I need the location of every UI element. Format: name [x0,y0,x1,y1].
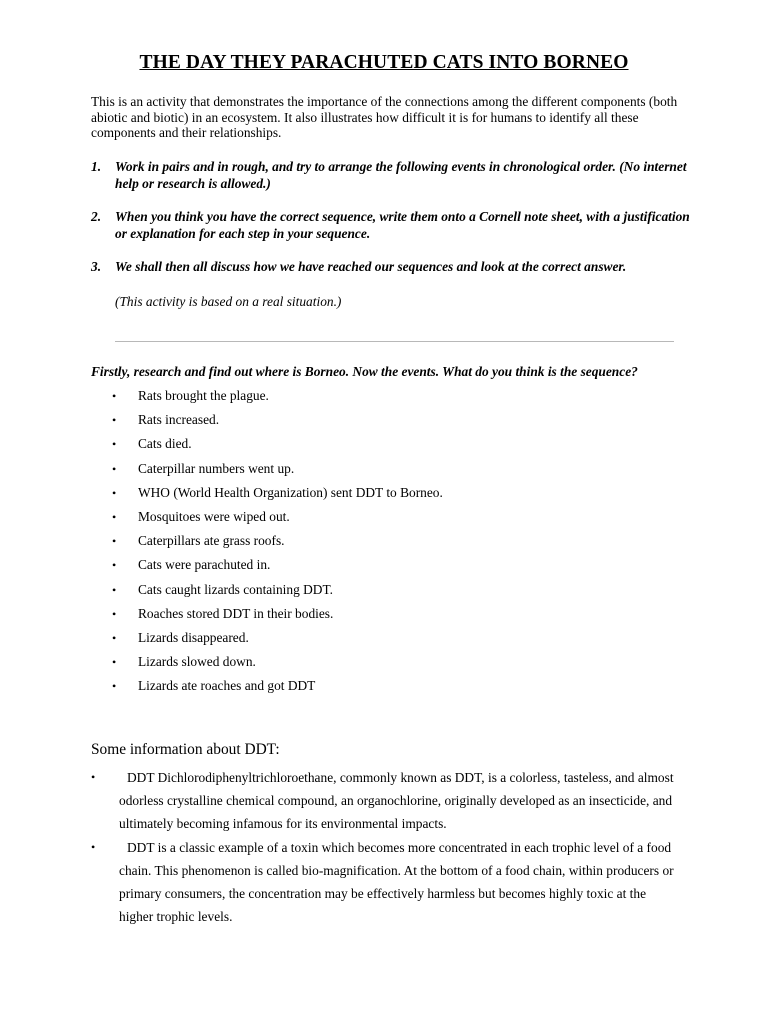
event-text: Rats increased. [138,412,220,428]
list-item [91,836,681,929]
event-text: Rats brought the plague. [138,388,269,403]
intro-paragraph: This is an activity that demonstrates the importance of the connections among the different components (both abiotic and biotic) in an ecosystem. It also illustrates how difficult it is for humans to identify all these components and their relationships. [91,94,678,140]
event-text: Cats died. [138,436,192,452]
bullet-icon: • [112,461,117,476]
bullet-icon: • [112,485,117,500]
event-text: Cats caught lizards containing DDT. [138,581,333,597]
list-item [112,461,443,485]
list-item [112,436,443,460]
event-text: WHO (World Health Organization) sent DDT to Borneo. [138,484,443,500]
event-text: Caterpillars ate grass roofs. [138,533,285,549]
list-item [112,630,443,654]
event-text: Cats were parachuted in. [138,557,271,573]
bullet-icon: • [91,839,96,854]
bullet-icon: • [112,558,117,573]
step-text: Work in pairs and in rough, and try to arrange the following events in chronological order. (No internet help or research is allowed.) [115,159,687,191]
instruction-steps [91,159,691,293]
step-number: 3. [91,259,102,274]
bullet-icon: • [112,534,117,549]
step-number: 1. [91,159,102,174]
bullet-icon: • [112,655,117,670]
horizontal-divider [115,341,674,342]
instruction-step [91,159,691,192]
step-text: When you think you have the correct sequence, write them onto a Cornell note sheet, with a justification or explanation for each step in your sequence. [115,209,690,241]
list-item [91,766,681,836]
list-item [112,582,443,606]
bullet-icon: • [112,437,117,452]
list-item [112,557,443,581]
step-number: 2. [91,209,102,224]
sequence-question: Firstly, research and find out where is Borneo. Now the events. What do you think is the sequence? [91,364,638,379]
ddt-info-list [91,766,681,928]
list-item [112,412,443,436]
event-text: Lizards disappeared. [138,629,249,645]
event-text: Lizards slowed down. [138,654,256,670]
bullet-icon: • [91,770,96,784]
event-text: Roaches stored DDT in their bodies. [138,605,334,621]
events-list [112,388,443,702]
ddt-info-text: DDT Dichlorodiphenyltrichloroethane, commonly known as DDT, is a colorless, tasteless, and almost odorless crystalline chemical compound, an organochlorine, originally developed as an insecticide, and ultimately becoming infamous for its environmental impacts. [119,770,674,832]
step-text: We shall then all discuss how we have reached our sequences and look at the correct answer. [115,259,627,274]
bullet-icon: • [112,582,117,597]
event-text: Mosquitoes were wiped out. [138,508,290,524]
instruction-step [91,259,691,276]
event-text: Caterpillar numbers went up. [138,460,295,476]
list-item [112,654,443,678]
bullet-icon: • [112,509,117,524]
list-item [112,509,443,533]
bullet-icon: • [112,413,117,428]
ddt-info-text: DDT is a classic example of a toxin which becomes more concentrated in each trophic level of a food chain. This phenomenon is called bio-magnification. At the bottom of a food chain, within producers or primary consumers, the concentration may be effectively harmless but becomes highly toxic at the higher trophic levels. [119,839,674,925]
bullet-icon: • [112,389,117,403]
page-title: THE DAY THEY PARACHUTED CATS INTO BORNEO [139,52,629,73]
event-text: Lizards ate roaches and got DDT [138,678,316,694]
list-item [112,485,443,509]
list-item [112,678,443,702]
list-item [112,388,443,412]
bullet-icon: • [112,606,117,621]
bullet-icon: • [112,630,117,645]
instruction-step [91,209,691,242]
ddt-heading: Some information about DDT: [91,741,280,758]
list-item [112,606,443,630]
bullet-icon: • [112,679,117,694]
activity-note: (This activity is based on a real situation.) [115,294,342,309]
list-item [112,533,443,557]
